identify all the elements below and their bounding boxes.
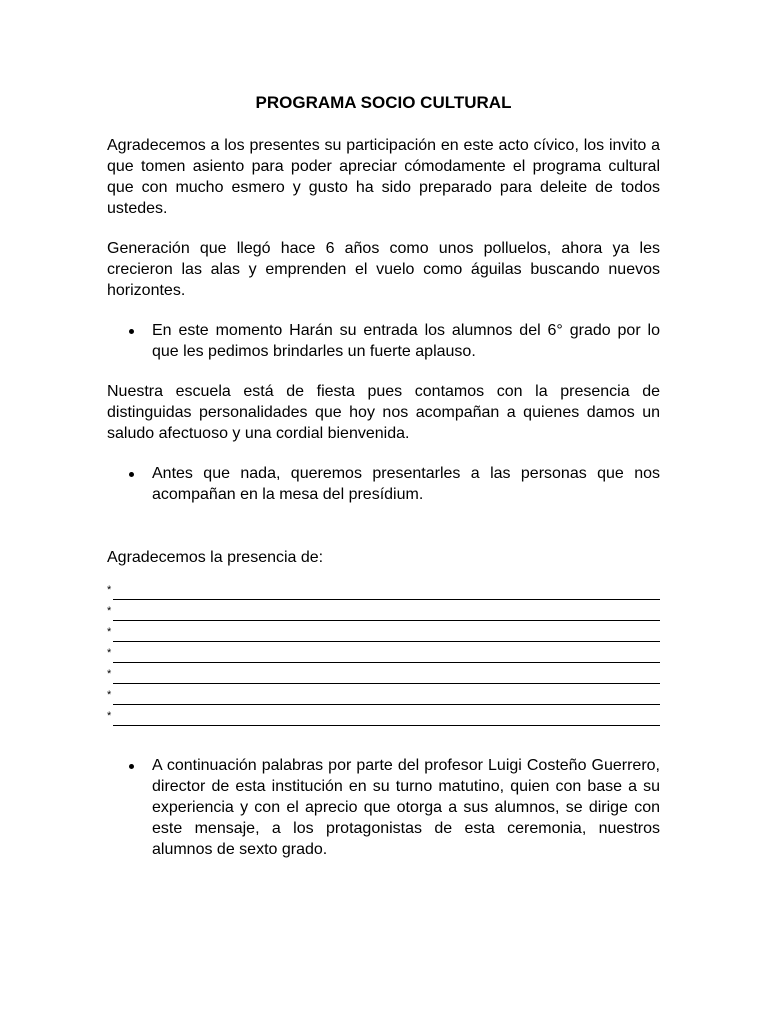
blank-marker: * [107,668,112,680]
blank-marker: * [107,605,112,617]
blank-line [107,626,660,647]
blank-rule [113,704,660,705]
document-title: PROGRAMA SOCIO CULTURAL [255,93,512,112]
blank-rule [113,662,660,663]
blank-rule [113,620,660,621]
bullet-item-director-speech [107,755,660,860]
blank-marker: * [107,710,112,722]
blank-line [107,710,660,731]
blank-rule [113,725,660,726]
bullet-dot-icon [129,329,134,334]
blank-line [107,689,660,710]
blank-rule [113,683,660,684]
blank-marker: * [107,647,112,659]
blank-lines-list [107,584,660,731]
bullet-text: Antes que nada, queremos presentarles a las personas que nos acompañan en la mesa del presídium. [152,465,660,503]
document-page [107,92,660,879]
blank-line [107,647,660,668]
bullet-dot-icon [129,764,134,769]
paragraph-welcome: Agradecemos a los presentes su participación en este acto cívico, los invito a que tomen asiento para poder apreciar cómodamente el programa cultural que con mucho esmero y gusto ha sido preparado para deleite de todos ustedes. [107,137,660,217]
paragraph-generation: Generación que llegó hace 6 años como unos polluelos, ahora ya les crecieron las alas y emprenden el vuelo como águilas buscando nuevos horizontes. [107,240,660,299]
blank-line [107,668,660,689]
blank-marker: * [107,584,112,596]
bullet-item-presidium [107,463,660,505]
blank-rule [113,599,660,600]
blank-marker: * [107,626,112,638]
paragraph-celebration: Nuestra escuela está de fiesta pues contamos con la presencia de distinguidas personalidades que hoy nos acompañan a quienes damos un saludo afectuoso y una cordial bienvenida. [107,383,660,442]
blank-rule [113,641,660,642]
blank-line [107,605,660,626]
bullet-text: En este momento Harán su entrada los alumnos del 6° grado por lo que les pedimos brindarles un fuerte aplauso. [152,322,660,360]
bullet-dot-icon [129,472,134,477]
bullet-text: A continuación palabras por parte del profesor Luigi Costeño Guerrero, director de esta institución en su turno matutino, quien con base a su experiencia y con el aprecio que otorga a sus alumnos, se dirige con este mensaje, a los protagonistas de esta ceremonia, nuestros alumnos de sexto grado. [152,757,660,858]
blank-line [107,584,660,605]
presence-label: Agradecemos la presencia de: [107,549,324,566]
blank-marker: * [107,689,112,701]
bullet-item-entrance [107,320,660,362]
